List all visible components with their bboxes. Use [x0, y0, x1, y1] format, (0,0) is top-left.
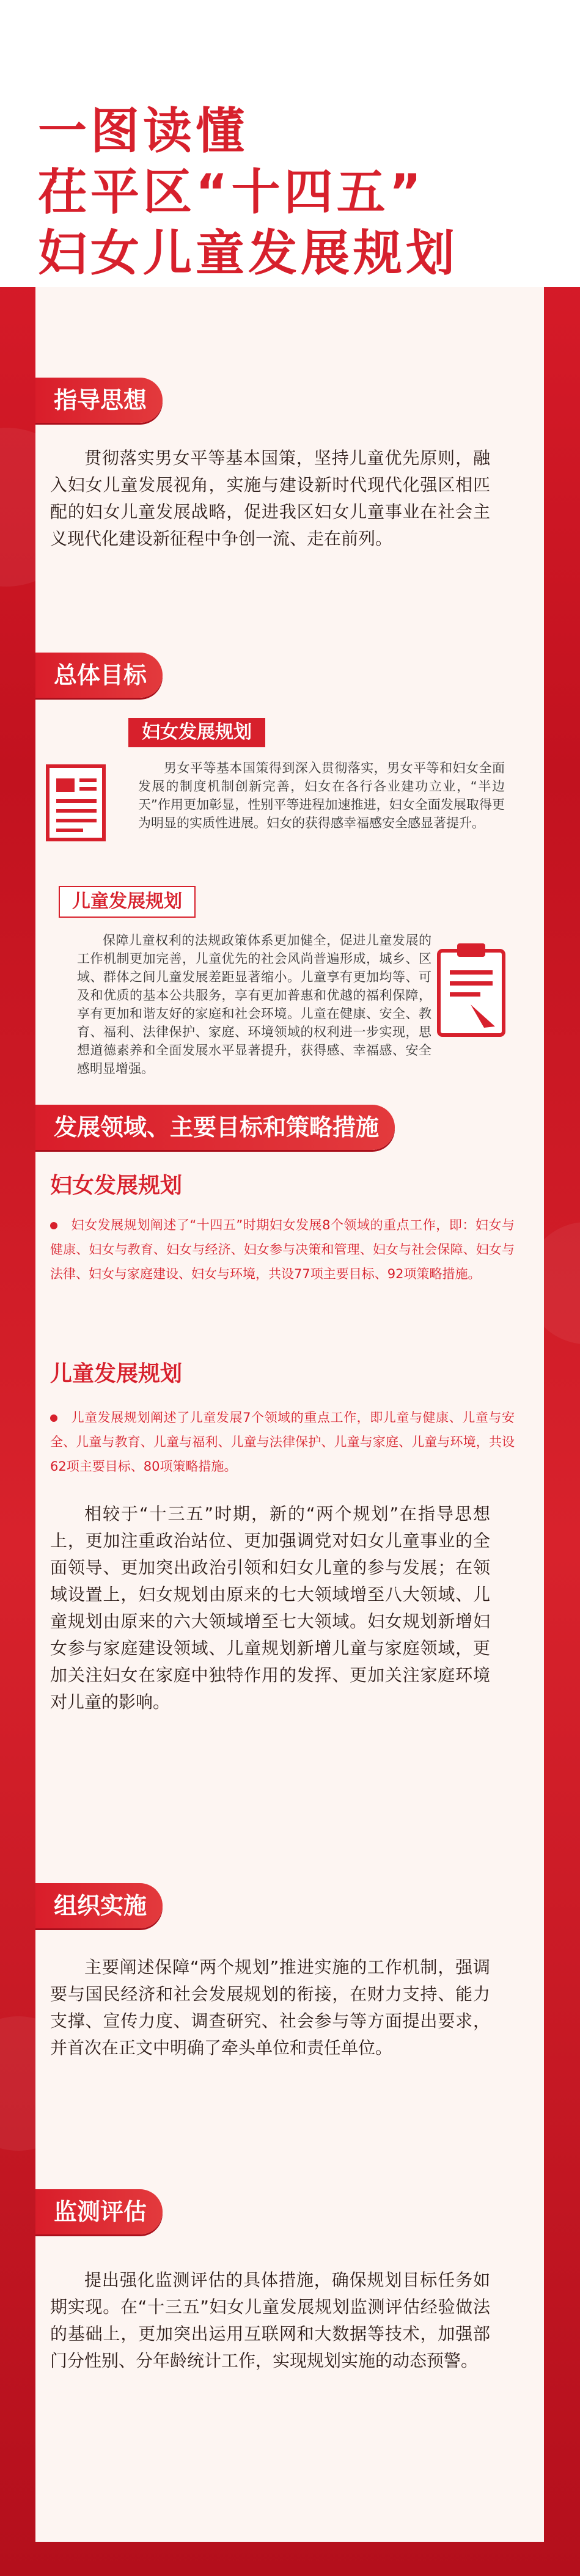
implementation-text: 主要阐述保障“两个规划”推进实施的工作机制，强调要与国民经济和社会发展规划的衔接，在财力支持、能力支撑、宣传力度、调查研究、社会参与等方面提出要求，并首次在正文中明确了牵头单位和责任单位。 — [50, 1957, 490, 2058]
guiding-text: 贯彻落实男女平等基本国策，坚持儿童优先原则，融入妇女儿童发展视角，实施与建设新时代现代化强区相匹配的妇女儿童发展战略，促进我区妇女儿童事业在社会主义现代化建设新征程中争创一流、走在前列。 — [50, 448, 490, 549]
areas-women-text — [50, 1213, 515, 1286]
document-list-icon — [45, 764, 112, 843]
content-sheet — [35, 73, 544, 2542]
monitoring-text: 提出强化监测评估的具体措施，确保规划目标任务如期实现。在“十三五”妇女儿童发展规划监测评估经验做法的基础上，更加突出运用互联网和大数据等技术，加强部门分性别、分年龄统计工作，实现规划实施的动态预警。 — [50, 2270, 490, 2371]
section-heading-areas: 发展领域、主要目标和策略措施 — [35, 1105, 395, 1150]
clipboard-icon — [435, 941, 508, 1039]
children-goal-text: 保障儿童权利的法规政策体系更加健全，促进儿童发展的工作机制更加完善，儿童优先的社会风尚普遍形成，城乡、区域、群体之间儿童发展差距显著缩小。儿童享有更加均等、可及和优质的基本公共服务，享有更加普惠和优越的福利保障，享有更加和谐友好的家庭和社会环境。儿童在健康、安全、教育、福利、法律保护、家庭、环境领域的权利进一步实现，思想道德素养和全面发展水平显著提升，获得感、幸福感、安全感明显增强。 — [77, 933, 431, 1076]
areas-women-head: 妇女发展规划 — [50, 1173, 183, 1198]
areas-women-body: 妇女发展规划阐述了“十四五”时期妇女发展8个领域的重点工作，即：妇女与健康、妇女与教育、妇女与经济、妇女参与决策和管理、妇女与社会保障、妇女与法律、妇女与家庭建设、妇女与环境，共设77项主要目标、92项策略措施。 — [50, 1218, 515, 1281]
women-goal-text: 男女平等基本国策得到深入贯彻落实，男女平等和妇女全面发展的制度机制创新完善，妇女在各行各业建功立业，“半边天”作用更加彰显，性别平等进程加速推进，妇女全面发展取得更为明显的实质性进展。妇女的获得感幸福感安全感显著提升。 — [138, 761, 505, 830]
areas-children-body: 儿童发展规划阐述了儿童发展7个领域的重点工作，即儿童与健康、儿童与安全、儿童与教育、儿童与福利、儿童与法律保护、儿童与家庭、儿童与环境，共设62项主要目标、80项策略措施。 — [50, 1410, 515, 1474]
women-goal-tag: 妇女发展规划 — [128, 718, 265, 747]
children-goal-tag: 儿童发展规划 — [59, 886, 196, 918]
title-line-2: 茌平区“十四五” — [38, 164, 425, 221]
areas-children-head: 儿童发展规划 — [50, 1361, 183, 1386]
bullet-icon — [50, 1414, 57, 1422]
section-heading-implementation: 组织实施 — [35, 1883, 163, 1928]
areas-compare-text: 相较于“十三五”时期，新的“两个规划”在指导思想上，更加注重政治站位、更加强调党对妇女儿童事业的全面领导、更加突出政治引领和妇女儿童的参与发展；在领域设置上，妇女规划由原来的七大领域增至八大领域、儿童规划由原来的六大领域增至七大领域。妇女规划新增妇女参与家庭建设领域、儿童规划新增儿童与家庭领域，更加关注妇女在家庭中独特作用的发挥、更加关注家庭环境对儿童的影响。 — [50, 1504, 490, 1712]
section-heading-monitoring: 监测评估 — [35, 2189, 163, 2234]
section-heading-guiding: 指导思想 — [35, 378, 163, 423]
title-line-3: 妇女儿童发展规划 — [38, 225, 458, 282]
bullet-icon — [50, 1222, 57, 1229]
title-line-1: 一图读懂 — [38, 103, 248, 159]
section-heading-goals: 总体目标 — [35, 653, 163, 698]
areas-children-text — [50, 1405, 515, 1479]
